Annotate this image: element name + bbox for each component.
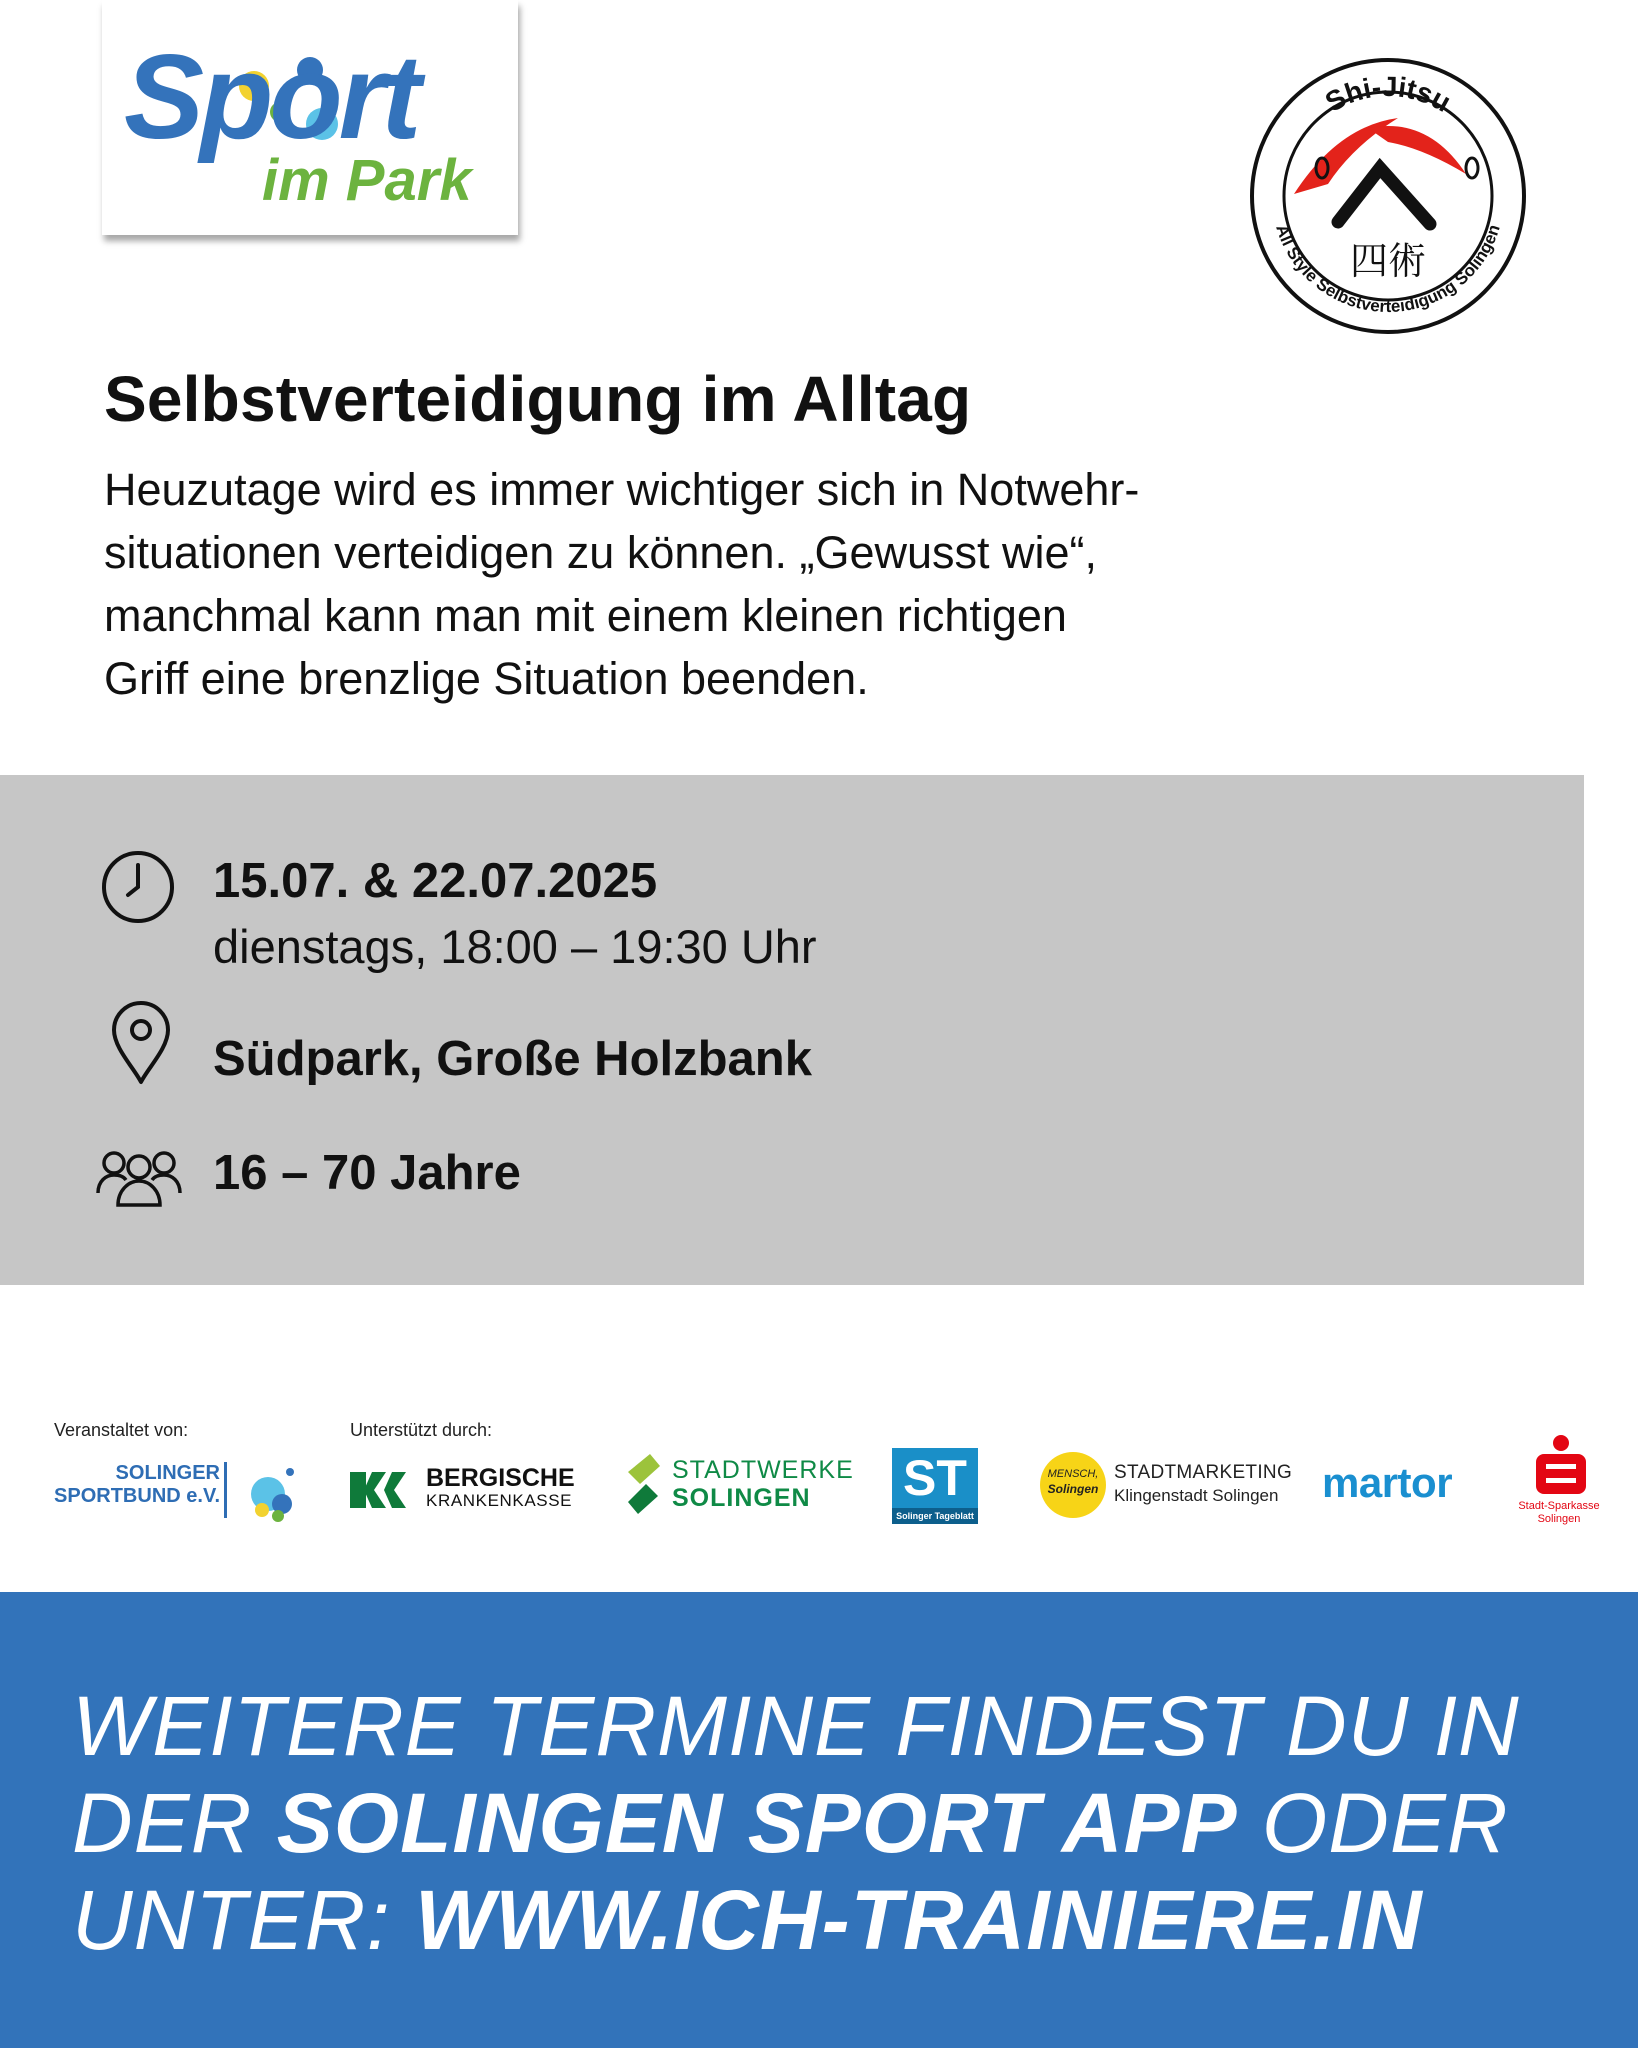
footer-line-2-regular: DER	[72, 1776, 277, 1870]
footer-banner	[0, 1592, 1638, 2048]
shi-jitsu-seal	[1248, 56, 1528, 336]
st-mark: ST	[903, 1450, 967, 1506]
stadtwerke-solingen-logo	[626, 1452, 854, 1516]
logo-word-impark: im Park	[262, 148, 472, 213]
sparkasse-line-2: Solingen	[1537, 1513, 1581, 1525]
stadt-sparkasse-logo	[1504, 1434, 1614, 1534]
event-time: dienstags, 18:00 – 19:30 Uhr	[213, 920, 817, 973]
stadtmarketing-badge-2: Solingen	[1047, 1482, 1099, 1496]
solinger-sportbund-logo	[52, 1458, 304, 1530]
intro-text	[104, 458, 1246, 710]
footer-line-3-regular: UNTER:	[72, 1873, 415, 1967]
logo-word-sport: Sport	[124, 30, 418, 164]
footer-line-3	[72, 1872, 1612, 1969]
stadtmarketing-badge-1: MENSCH,	[1047, 1468, 1099, 1480]
intro-line: Heuzutage wird es immer wichtiger sich in Notwehr-	[104, 464, 1140, 515]
sport-im-park-logo	[102, 0, 518, 235]
seal-top-text: Shi-Jitsu	[1320, 70, 1457, 118]
footer-line-1: WEITERE TERMINE FINDEST DU IN	[72, 1679, 1520, 1773]
stadtmarketing-line-2: Klingenstadt Solingen	[1114, 1486, 1279, 1505]
location-pin-icon	[110, 1000, 172, 1086]
organizer-label: Veranstaltet von:	[54, 1420, 189, 1440]
intro-line: situationen verteidigen zu können. „Gewusst wie“,	[104, 527, 1098, 578]
bkk-line-1: BERGISCHE	[426, 1464, 575, 1492]
bergische-krankenkasse-logo	[350, 1466, 586, 1514]
page-title: Selbstverteidigung im Alltag	[104, 363, 972, 435]
event-location: Südpark, Große Holzbank	[213, 1032, 812, 1086]
stadtmarketing-line-1: STADTMARKETING	[1114, 1462, 1293, 1483]
group-icon	[96, 1147, 182, 1209]
sparkasse-line-1: Stadt-Sparkasse	[1518, 1500, 1600, 1512]
solinger-tageblatt-logo	[892, 1448, 978, 1524]
intro-line: manchmal kann man mit einem kleinen richtigen	[104, 590, 1067, 641]
seal-bottom-text: All Style Selbstverteidigung Solingen	[1272, 222, 1504, 317]
stadtmarketing-logo	[1038, 1452, 1293, 1518]
footer-text	[72, 1678, 1612, 1969]
stadtwerke-line-1: STADTWERKE	[672, 1456, 854, 1484]
seal-kanji: 四術	[1349, 239, 1427, 283]
supported-label: Unterstützt durch:	[350, 1420, 493, 1440]
martor-logo: martor	[1322, 1459, 1453, 1506]
footer-line-2-tail: ODER	[1237, 1776, 1509, 1870]
footer-line-2	[72, 1775, 1612, 1872]
event-dates: 15.07. & 22.07.2025	[213, 854, 658, 908]
ssb-line-1: SOLINGER	[115, 1462, 220, 1484]
intro-line: Griff eine brenzlige Situation beenden.	[104, 653, 869, 704]
clock-icon	[100, 849, 176, 925]
app-name: SOLINGEN SPORT APP	[276, 1776, 1238, 1870]
bkk-line-2: KRANKENKASSE	[426, 1491, 573, 1510]
st-caption: Solinger Tageblatt	[892, 1508, 978, 1524]
info-panel	[0, 775, 1584, 1285]
ssb-line-2: SPORTBUND e.V.	[54, 1485, 220, 1507]
event-ages: 16 – 70 Jahre	[213, 1146, 521, 1200]
stadtwerke-line-2: SOLINGEN	[672, 1484, 811, 1512]
sport-im-park-logo-graphic	[102, 0, 518, 235]
website-link[interactable]: WWW.ICH-TRAINIERE.IN	[415, 1873, 1423, 1967]
